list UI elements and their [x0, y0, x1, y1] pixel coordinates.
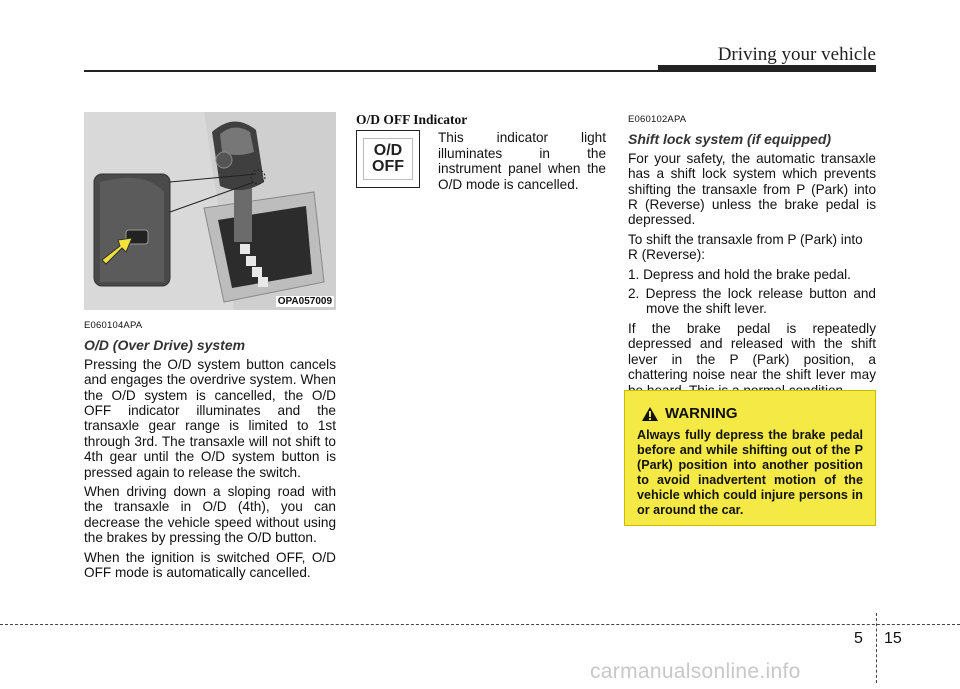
badge-line-2: OFF [372, 158, 404, 175]
section-code: E060102APA [628, 114, 687, 125]
figure-label: OPA057009 [277, 296, 332, 307]
section-code: E060104APA [84, 320, 143, 331]
shift-lock-section [628, 112, 876, 402]
indicator-description: This indicator light illuminates in the instrument panel when the O/D mode is cancelled. [438, 130, 606, 192]
indicator-title: O/D OFF Indicator [356, 112, 468, 127]
badge-line-1: O/D [373, 142, 403, 159]
watermark: carmanualsonline.info [590, 660, 801, 683]
warning-box [624, 390, 876, 526]
shift-lever-figure [84, 112, 336, 310]
section-heading: Shift lock system (if equipped) [628, 131, 832, 148]
section-heading: O/D (Over Drive) system [84, 337, 246, 354]
footer-separator [876, 613, 877, 683]
paragraph: When driving down a sloping road with the transaxle in O/D (4th), you can decrease the vehicle speed without using the brakes by pressing the O/D button. [84, 484, 336, 546]
warning-text: Always fully depress the brake pedal before and while shifting out of the P (Park) position into another position to avoid inadvertent motion of the vehicle which could injure persons in or around the car. [637, 428, 863, 517]
od-off-indicator-section [356, 112, 606, 192]
od-off-indicator-icon [356, 130, 420, 188]
warning-title: WARNING [665, 405, 738, 422]
header-title: Driving your vehicle [717, 44, 876, 65]
page-number: 15 [884, 630, 902, 647]
header-rule-accent [658, 65, 876, 72]
shift-lever-illustration [84, 112, 336, 310]
list-item: 2. Depress the lock release button and move the shift lever. [628, 286, 876, 317]
paragraph: If the brake pedal is repeatedly depressed and released with the shift lever in the P (Park) position, a chattering noise near the shift lever may [628, 320, 876, 383]
paragraph: To shift the transaxle from P (Park) into R (Reverse): [628, 231, 863, 263]
paragraph: For your safety, the automatic transaxle has a shift lock system which prevents shifting the transaxle from P (Park) into R (Reverse) unless the brake pedal is depressed. [628, 150, 876, 228]
section-number: 5 [854, 630, 863, 647]
od-system-section [84, 318, 336, 585]
paragraph: When the ignition is switched OFF, O/D OFF mode is automatically cancelled. [84, 549, 336, 581]
footer-rule [0, 624, 960, 625]
list-item: 1. Depress and hold the brake pedal. [628, 266, 851, 282]
paragraph: Pressing the O/D system button cancels and engages the overdrive system. When the O/D system is cancelled, the O/D OFF indicator illuminates and the transaxle gear range is limited to 1st through 3rd. The transaxle will not shift to 4th gear until the O/D system button is pressed again to release the switch. [84, 356, 336, 480]
warning-triangle-icon [641, 406, 659, 422]
